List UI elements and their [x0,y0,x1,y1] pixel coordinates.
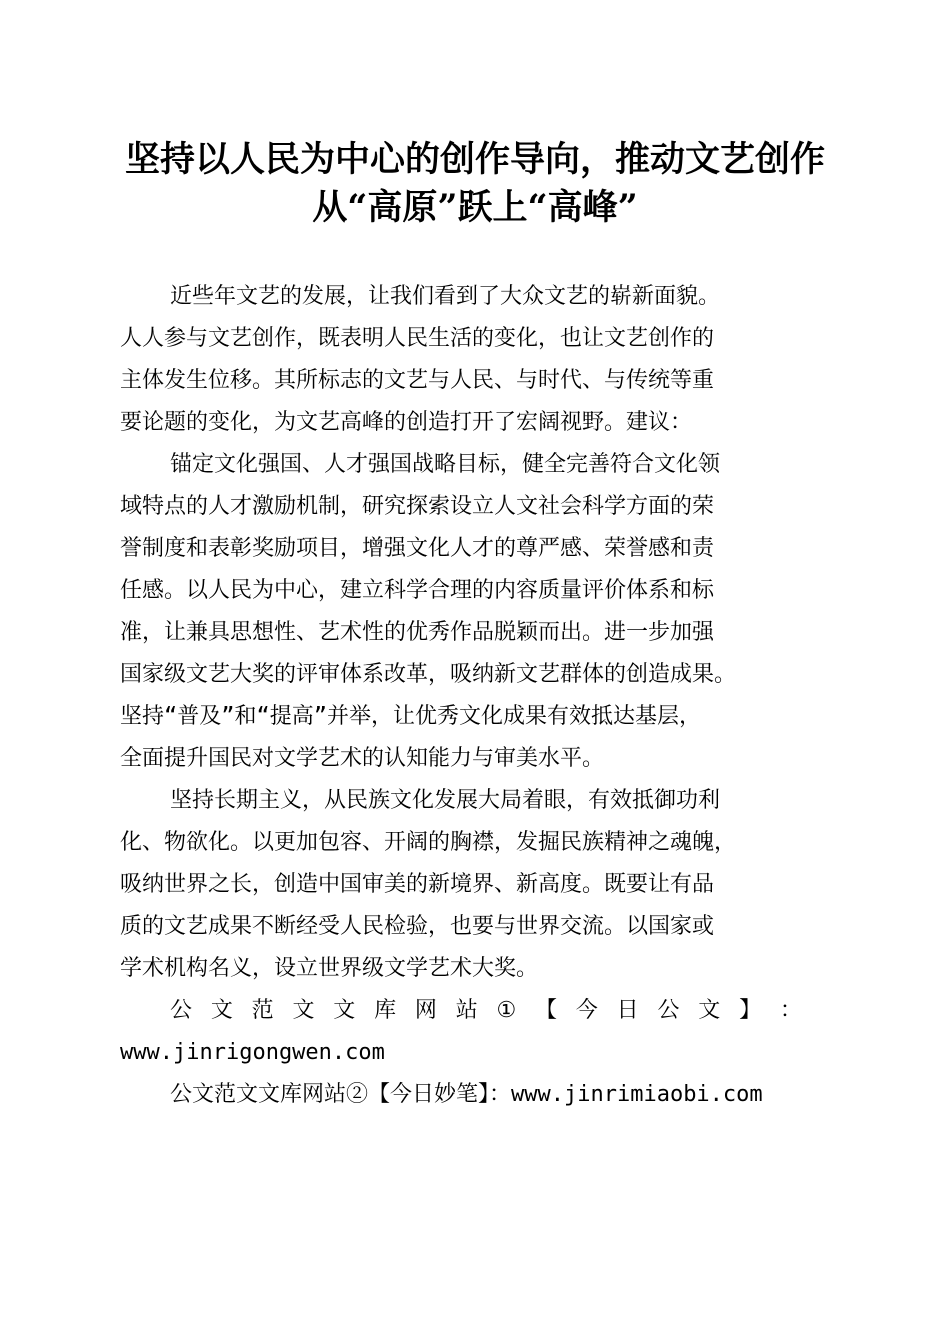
body-line: 坚持长期主义，从民族文化发展大局着眼，有效抵御功利 [170,788,721,813]
footer-line-2[interactable]: 公文范文文库网站②【今日妙笔】：www.jinrimiaobi.com [170,1082,763,1107]
body-line: 近些年文艺的发展，让我们看到了大众文艺的崭新面貌。 [170,284,721,309]
body-line: 化、物欲化。以更加包容、开阔的胸襟，发掘民族精神之魂魄， [120,830,737,855]
footer-char: 今 [575,998,598,1023]
body-line: 准，让兼具思想性、艺术性的优秀作品脱颖而出。进一步加强 [120,620,715,645]
footer-url-1[interactable]: www.jinrigongwen.com [120,1040,385,1065]
body-line: 质的文艺成果不断经受人民检验，也要与世界交流。以国家或 [120,914,715,939]
footer-char: 文 [292,998,315,1023]
body-line: 域特点的人才激励机制，研究探索设立人文社会科学方面的荣 [120,494,715,519]
body-line: 主体发生位移。其所标志的文艺与人民、与时代、与传统等重 [120,368,715,393]
footer-char: 文 [333,998,356,1023]
footer-char: 公 [657,998,680,1023]
footer-char: 库 [374,998,397,1023]
body-line: 任感。以人民为中心，建立科学合理的内容质量评价体系和标 [120,578,715,603]
footer-char: 范 [251,998,274,1023]
document-title-line-1: 坚持以人民为中心的创作导向，推动文艺创作 [124,139,825,180]
footer-char: 网 [414,998,437,1023]
body-line: 学术机构名义，设立世界级文学艺术大奖。 [120,956,539,981]
body-line: 全面提升国民对文学艺术的认知能力与审美水平。 [120,746,605,771]
body-line: 誉制度和表彰奖励项目，增强文化人才的尊严感、荣誉感和责 [120,536,715,561]
footer-char: 公 [170,998,193,1023]
body-line: 坚持“普及”和“提高”并举，让优秀文化成果有效抵达基层， [120,704,701,729]
document-title-line-2: 从“高原”跃上“高峰” [312,187,638,228]
footer-char: ① [496,998,517,1023]
body-line: 吸纳世界之长，创造中国审美的新境界、新高度。既要让有品 [120,872,715,897]
footer-char: 日 [616,998,639,1023]
footer-char: 文 [210,998,233,1023]
footer-char: ： [779,998,802,1023]
footer-char: 【 [535,998,558,1023]
footer-line-1 [170,996,802,1026]
body-line: 要论题的变化，为文艺高峰的创造打开了宏阔视野。建议： [120,410,693,435]
footer-char: 文 [698,998,721,1023]
footer-char: 站 [455,998,478,1023]
body-line: 人人参与文艺创作，既表明人民生活的变化，也让文艺创作的 [120,326,715,351]
footer-char: 】 [739,998,762,1023]
body-line: 国家级文艺大奖的评审体系改革，吸纳新文艺群体的创造成果。 [120,662,737,687]
body-line: 锚定文化强国、人才强国战略目标，健全完善符合文化领 [170,452,721,477]
